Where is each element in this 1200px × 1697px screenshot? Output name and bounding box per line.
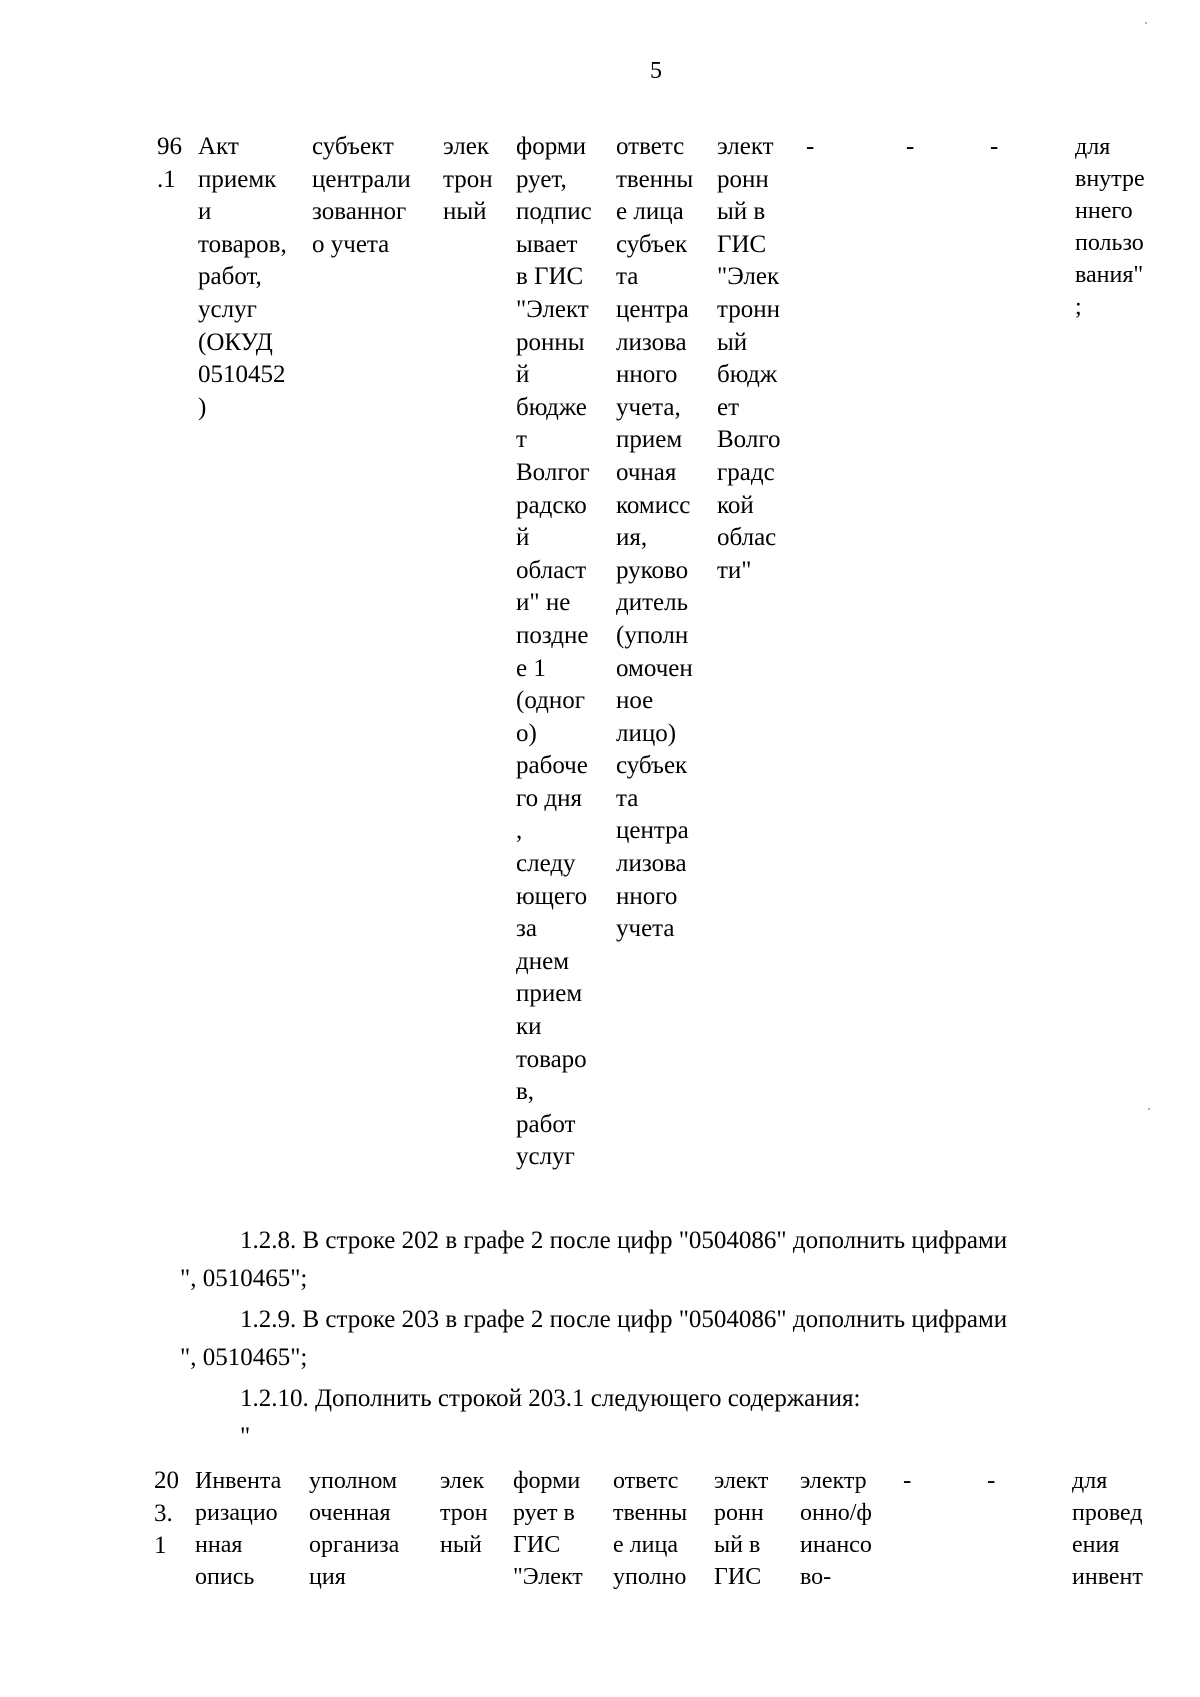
document-name-cell: Акт приемк и товаров, работ, услуг (ОКУД 0510452 )	[198, 133, 287, 421]
responsible-cell: ответс твенны е лица субъек та центра лизова нного учета, прием очная комисс ия, руково дитель (уполн омочен ное лицо) субъек та центра лизова нного учета	[616, 133, 694, 943]
document-name-cell: Инвента ризацио нная опись	[195, 1468, 282, 1590]
action-cell: форми рует в ГИС "Элект	[513, 1468, 583, 1590]
storage-cell: элект ронн ый в ГИС	[714, 1468, 769, 1590]
paragraph-1-2-8-continuation: ", 0510465";	[180, 1265, 308, 1292]
purpose-cell: для провед ения инвент	[1072, 1468, 1143, 1590]
page-number: 5	[650, 58, 662, 84]
row-number: 96 .1	[157, 133, 182, 193]
scan-speck	[1148, 1108, 1150, 1110]
paragraph-1-2-9-continuation: ", 0510465";	[180, 1344, 308, 1371]
opening-quote: "	[240, 1423, 251, 1450]
dash-cell: -	[990, 133, 999, 160]
dash-cell: -	[903, 1467, 912, 1494]
paragraph-1-2-9: 1.2.9. В строке 203 в графе 2 после цифр "0504086" дополнить цифрами	[240, 1306, 1008, 1333]
scan-speck	[1145, 22, 1147, 24]
form-cell: элек трон ный	[443, 133, 493, 226]
paragraph-1-2-10: 1.2.10. Дополнить строкой 203.1 следующего содержания:	[240, 1385, 861, 1412]
dash-cell: -	[906, 133, 915, 160]
storage-cell: элект ронн ый в ГИС "Элек тронн ый бюдж ет Волго градс кой облас ти"	[717, 133, 781, 584]
action-cell: форми рует, подпис ывает в ГИС "Элект ронны й бюдже т Волгог радско й област и" не поздне е 1 (одног о) рабоче го дня , следу ющего за днем прием ки товаро в, работ услуг	[516, 133, 592, 1171]
creator-cell: уполном оченная организа ция	[309, 1468, 400, 1590]
carrier-cell: электр онно/ф инансо во-	[800, 1468, 872, 1590]
form-cell: элек трон ный	[440, 1468, 488, 1558]
responsible-cell: ответс твенны е лица уполно	[613, 1468, 688, 1590]
creator-cell: субъект централи зованног о учета	[312, 133, 411, 258]
paragraph-1-2-8: 1.2.8. В строке 202 в графе 2 после цифр "0504086" дополнить цифрами	[240, 1227, 1008, 1254]
purpose-cell: для внутре ннего пользо вания" ;	[1075, 134, 1145, 320]
dash-cell: -	[987, 1467, 996, 1494]
dash-cell: -	[806, 133, 815, 160]
row-number: 20 3. 1	[154, 1467, 179, 1560]
